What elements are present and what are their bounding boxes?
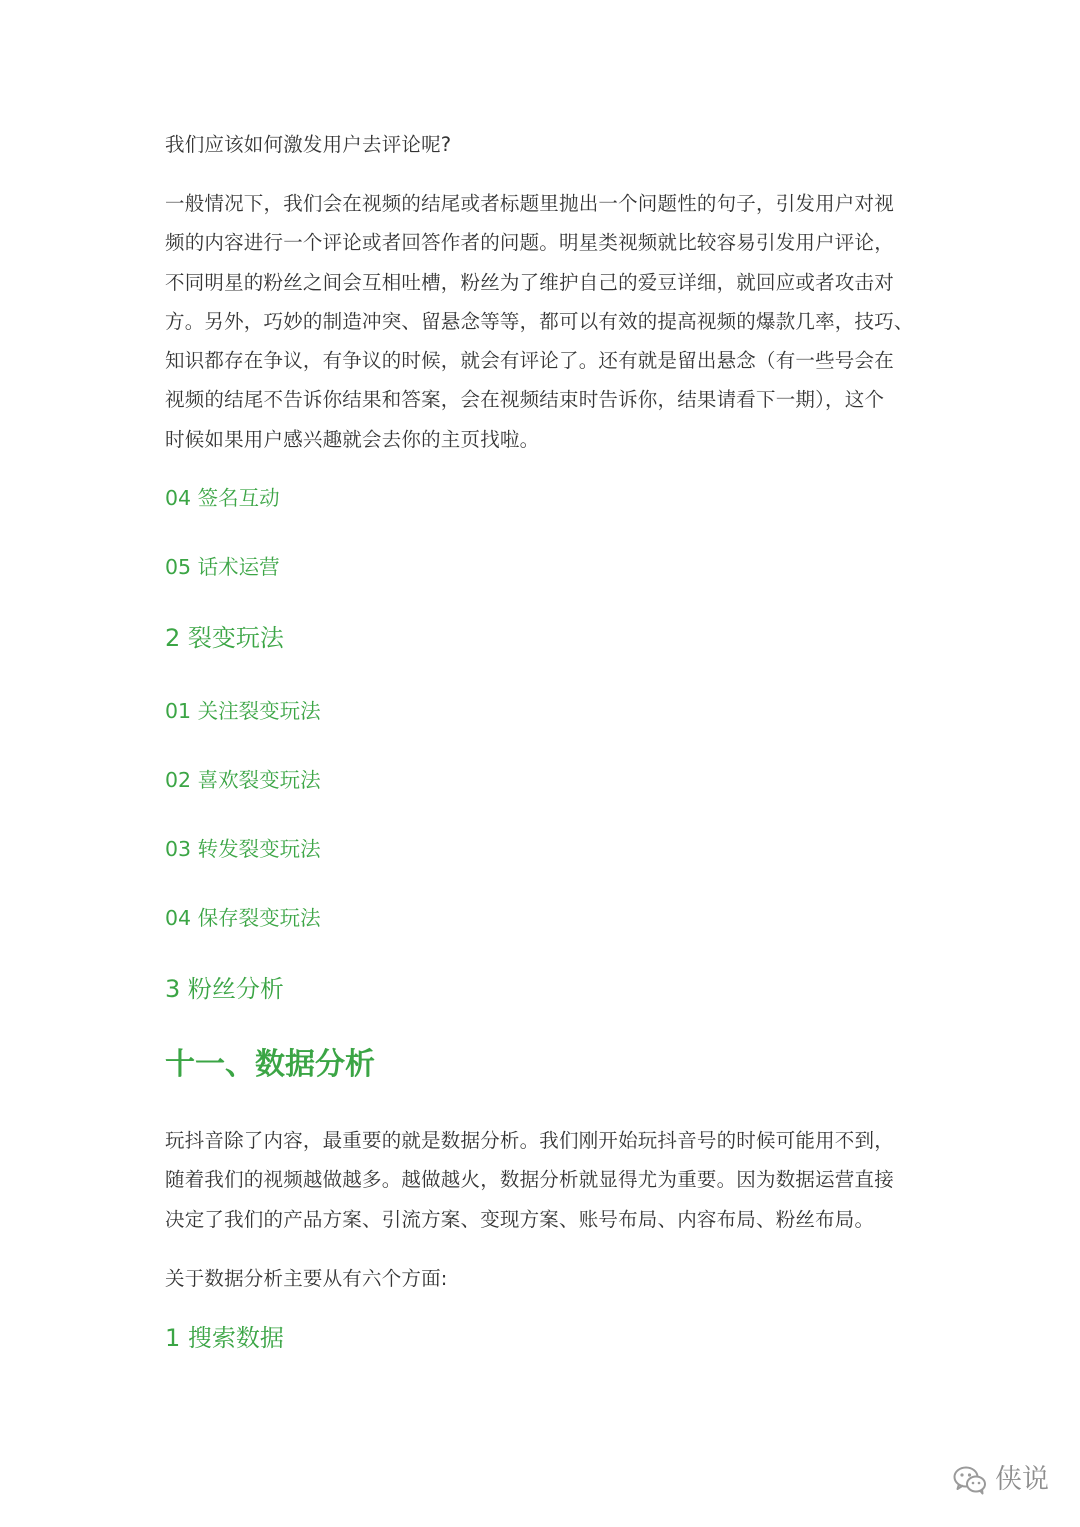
paragraph-line: 时候如果用户感兴趣就会去你的主页找啦。 xyxy=(165,427,540,451)
paragraph-line: 方。另外，巧妙的制造冲突、留悬念等等，都可以有效的提高视频的爆款几率，技巧、 xyxy=(165,309,914,333)
subheading-sign-interaction: 04 签名互动 xyxy=(165,486,280,510)
paragraph-line: 决定了我们的产品方案、引流方案、变现方案、账号布局、内容布局、粉丝布局。 xyxy=(165,1207,875,1231)
intro-paragraph xyxy=(165,184,915,459)
paragraph-line: 不同明星的粉丝之间会互相吐槽，粉丝为了维护自己的爱豆详细，就回应或者攻击对 xyxy=(165,270,894,294)
question-paragraph xyxy=(165,125,915,164)
paragraph-line: 视频的结尾不告诉你结果和答案，会在视频结束时告诉你，结果请看下一期），这个 xyxy=(165,388,885,412)
subheading-forward-fission: 03 转发裂变玩法 xyxy=(165,837,321,861)
section-heading-fission: 2 裂变玩法 xyxy=(165,624,284,652)
paragraph-line: 随着我们的视频越做越多。越做越火，数据分析就显得尤为重要。因为数据运营直接 xyxy=(165,1168,894,1192)
question-text: 我们应该如何激发用户去评论呢? xyxy=(165,133,452,156)
watermark-text: 侠说 xyxy=(995,1464,1049,1495)
paragraph-line: 知识都存在争议，有争议的时候，就会有评论了。还有就是留出悬念（有一些号会在 xyxy=(165,349,894,373)
section-heading-search-data: 1 搜索数据 xyxy=(165,1324,284,1352)
subheading-like-fission: 02 喜欢裂变玩法 xyxy=(165,768,321,792)
paragraph-line: 玩抖音除了内容，最重要的就是数据分析。我们刚开始玩抖音号的时候可能用不到， xyxy=(165,1129,894,1152)
subheading-save-fission: 04 保存裂变玩法 xyxy=(165,906,321,930)
subheading-follow-fission: 01 关注裂变玩法 xyxy=(165,699,321,723)
paragraph-line: 关于数据分析主要从有六个方面: xyxy=(165,1267,448,1290)
wechat-logo-icon xyxy=(953,1465,987,1495)
paragraph-line: 一般情况下，我们会在视频的结尾或者标题里抛出一个问题性的句子，引发用户对视 xyxy=(165,192,894,215)
section-heading-fans: 3 粉丝分析 xyxy=(165,975,284,1003)
watermark xyxy=(953,1458,1049,1502)
paragraph-line: 频的内容进行一个评论或者回答作者的问题。明星类视频就比较容易引发用户评论， xyxy=(165,231,894,255)
chapter-title: 十一、数据分析 xyxy=(165,1047,375,1082)
data-analysis-paragraph xyxy=(165,1121,915,1239)
subheading-talk-operation: 05 话术运营 xyxy=(165,555,280,579)
six-aspects-paragraph xyxy=(165,1259,915,1298)
